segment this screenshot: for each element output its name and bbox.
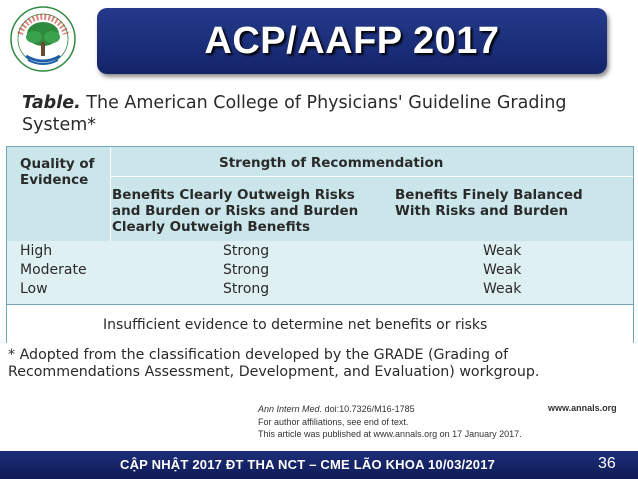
table-row: Moderate: [20, 262, 87, 278]
grading-table: [6, 146, 634, 343]
footer-bar: [0, 451, 638, 479]
table-cell: Strong: [223, 262, 270, 278]
table-cell: Weak: [483, 243, 522, 259]
citation-published: This article was published at www.annals.org on 17 January 2017.: [258, 429, 522, 439]
insufficient-text: Insufficient evidence to determine net benefits or risks: [103, 317, 488, 333]
slide-title-box: [97, 8, 607, 74]
table-caption-text: The American College of Physicians' Guideline Grading System*: [22, 93, 567, 135]
footer-text: CẬP NHẬT 2017 ĐT THA NCT – CME LÃO KHOA 10/03/2017: [120, 457, 496, 472]
slide-title: ACP/AAFP 2017: [204, 19, 500, 62]
page-number: 36: [598, 455, 616, 472]
insufficient-row: [7, 304, 633, 343]
table-body: [7, 241, 633, 304]
table-row: High: [20, 243, 53, 259]
footnote: * Adopted from the classification developed by the GRADE (Grading of Recommendations Assessment, Development, and Evaluation) workgroup.: [8, 347, 540, 380]
citation-affiliations: For author affiliations, see end of text.: [258, 416, 409, 427]
table-header: [7, 147, 633, 241]
citation: [258, 403, 522, 441]
table-cell: Strong: [223, 281, 270, 297]
table-cell: Strong: [223, 243, 270, 259]
header-rule: [111, 176, 633, 177]
table-caption-prefix: Table.: [22, 93, 81, 113]
citation-site: www.annals.org: [548, 403, 617, 413]
sub-header-clear: Benefits Clearly Outweigh Risks and Burden or Risks and Burden Clearly Outweigh Benefits: [112, 187, 359, 235]
logo: [6, 4, 80, 74]
citation-journal: Ann Intern Med.: [258, 404, 323, 414]
header-divider: [110, 147, 111, 241]
quality-header: Quality of Evidence: [20, 156, 95, 188]
citation-doi: doi:10.7326/M16-1785: [324, 404, 415, 414]
tree-logo-icon: [6, 4, 80, 74]
table-caption: [22, 92, 622, 136]
table-cell: Weak: [483, 281, 522, 297]
strength-header: Strength of Recommendation: [219, 155, 444, 171]
table-cell: Weak: [483, 262, 522, 278]
table-row: Low: [20, 281, 48, 297]
sub-header-balanced: Benefits Finely Balanced With Risks and Burden: [395, 187, 583, 219]
